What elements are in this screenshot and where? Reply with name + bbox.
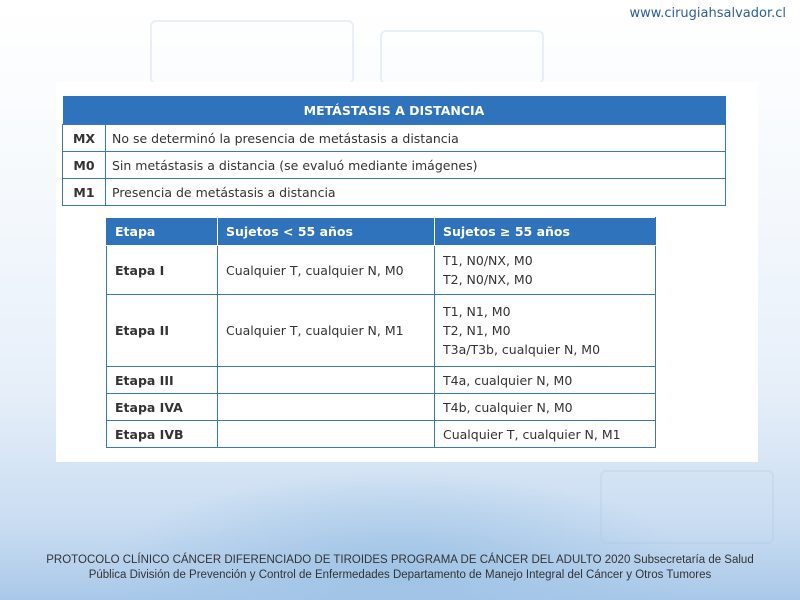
stage-name: Etapa II xyxy=(107,295,218,367)
table-row xyxy=(107,246,656,295)
background-decoration xyxy=(150,20,354,84)
footer-line: Pública División de Prevención y Control de Enfermedades Departamento de Manejo Integral del Cáncer y Otros Tumores xyxy=(88,569,712,581)
content-panel xyxy=(56,82,758,462)
background-decoration xyxy=(600,470,774,544)
stage-under-55 xyxy=(218,367,435,394)
stage-name: Etapa IVA xyxy=(107,394,218,421)
metastasis-description: Sin metástasis a distancia (se evaluó mediante imágenes) xyxy=(106,152,726,179)
stage-under-55 xyxy=(218,421,435,448)
website-url[interactable]: www.cirugiahsalvador.cl xyxy=(629,6,786,21)
stage-table xyxy=(106,217,656,448)
stage-over-55 xyxy=(435,246,656,295)
table-row xyxy=(107,421,656,448)
stage-over-55 xyxy=(435,295,656,367)
stage-over-55: Cualquier T, cualquier N, M1 xyxy=(435,421,656,448)
metastasis-description: Presencia de metástasis a distancia xyxy=(106,179,726,206)
stage-under-55: Cualquier T, cualquier N, M0 xyxy=(218,246,435,295)
metastasis-description: No se determinó la presencia de metástasis a distancia xyxy=(106,125,726,152)
metastasis-code: M1 xyxy=(63,179,106,206)
metastasis-table xyxy=(62,96,726,206)
stage-over-55: T4a, cualquier N, M0 xyxy=(435,367,656,394)
metastasis-code: MX xyxy=(63,125,106,152)
background-decoration xyxy=(380,30,544,84)
table-row xyxy=(107,394,656,421)
stage-name: Etapa I xyxy=(107,246,218,295)
footer-line: PROTOCOLO CLÍNICO CÁNCER DIFERENCIADO DE TIROIDES PROGRAMA DE CÁNCER DEL ADULTO 2020 Subsecretaría de Salud xyxy=(46,554,754,566)
column-header-over-55: Sujetos ≥ 55 años xyxy=(435,218,656,246)
column-header-stage: Etapa xyxy=(107,218,218,246)
criteria-line: T3a/T3b, cualquier N, M0 xyxy=(443,342,601,357)
stage-under-55: Cualquier T, cualquier N, M1 xyxy=(218,295,435,367)
criteria-line: T2, N1, M0 xyxy=(443,323,511,338)
table-row xyxy=(63,179,726,206)
stage-name: Etapa IVB xyxy=(107,421,218,448)
table-row xyxy=(63,152,726,179)
stage-over-55: T4b, cualquier N, M0 xyxy=(435,394,656,421)
table-row xyxy=(63,125,726,152)
metastasis-table-title: METÁSTASIS A DISTANCIA xyxy=(63,96,726,125)
stage-under-55 xyxy=(218,394,435,421)
metastasis-code: M0 xyxy=(63,152,106,179)
criteria-line: T2, N0/NX, M0 xyxy=(443,272,533,287)
table-row xyxy=(107,295,656,367)
table-row xyxy=(107,367,656,394)
criteria-line: T1, N1, M0 xyxy=(443,304,511,319)
criteria-line: T1, N0/NX, M0 xyxy=(443,253,533,268)
column-header-under-55: Sujetos < 55 años xyxy=(218,218,435,246)
stage-name: Etapa III xyxy=(107,367,218,394)
footer-citation xyxy=(10,553,790,583)
